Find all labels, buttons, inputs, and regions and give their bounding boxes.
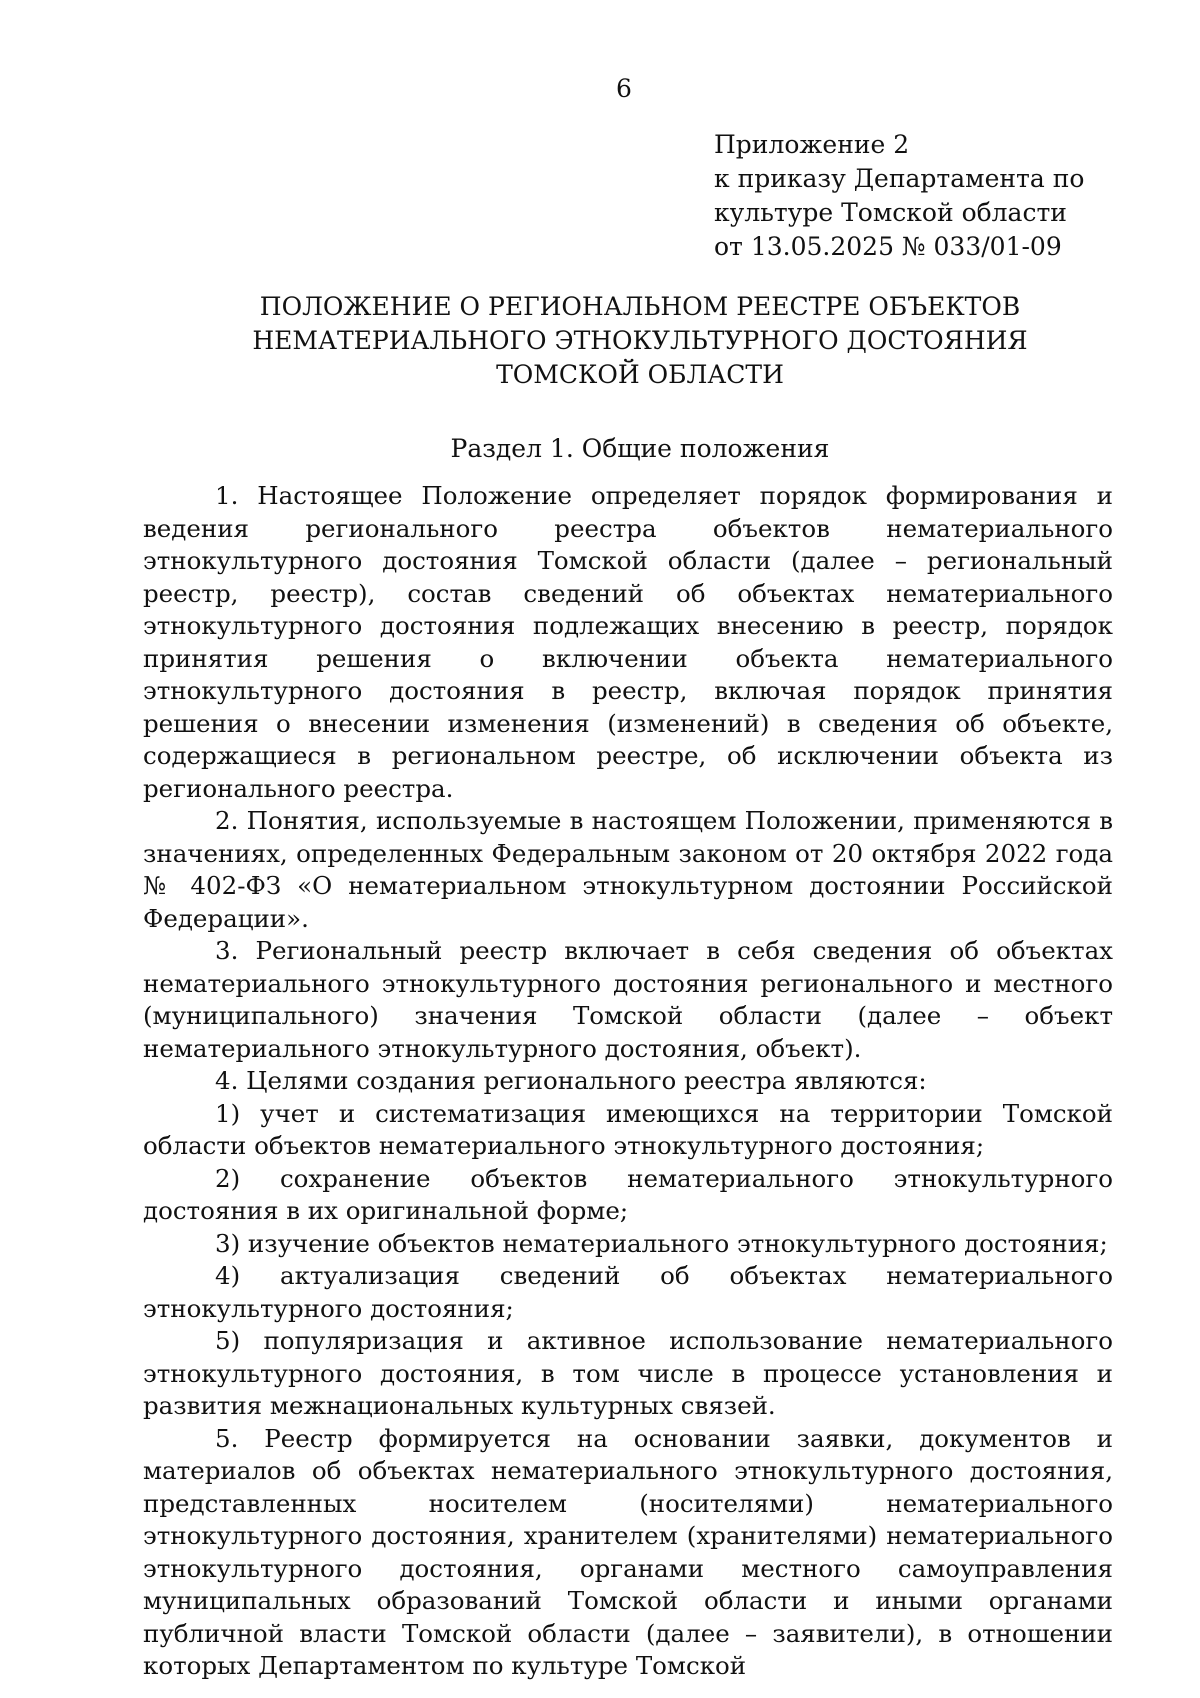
paragraph: 1. Настоящее Положение определяет порядок формирования и ведения регионального реестра объектов нематериального этнокультурного достояния Томской области (далее – региональный реестр, реестр), состав сведений об объектах нематериального этнокультурного достояния подлежащих внесению в реестр, порядок принятия решения о включении объекта нематериального этнокультурного достояния в реестр, включая порядок принятия решения о внесении изменения (изменений) в сведения об объекте, содержащиеся в региональном реестре, об исключении объекта из регионального реестра. (143, 481, 1113, 803)
paragraph: 2. Понятия, используемые в настоящем Положении, применяются в значениях, определенных Федеральным законом от 20 октября 2022 года № 402-ФЗ «О нематериальном этнокультурном достоянии Российской Федерации». (143, 806, 1113, 933)
list-item: 3) изучение объектов нематериального этнокультурного достояния; (215, 1228, 1108, 1258)
title-line: НЕМАТЕРИАЛЬНОГО ЭТНОКУЛЬТУРНОГО ДОСТОЯНИЯ (252, 326, 1028, 355)
document-title (200, 290, 1080, 392)
appendix-block (714, 128, 1154, 264)
appendix-line: культуре Томской области (714, 198, 1067, 227)
appendix-line: от 13.05.2025 № 033/01-09 (714, 232, 1062, 261)
list-item: 2) сохранение объектов нематериального этнокультурного достояния в их оригинальной форме; (143, 1163, 1113, 1225)
paragraph: 3. Региональный реестр включает в себя сведения об объектах нематериального этнокультурного достояния регионального и местного (муниципального) значения Томской области (далее – объект нематериального этнокультурного достояния, объект). (143, 936, 1113, 1063)
document-body (143, 480, 1113, 1683)
list-item: 4) актуализация сведений об объектах нематериального этнокультурного достояния; (143, 1261, 1113, 1323)
appendix-line: Приложение 2 (714, 130, 910, 159)
title-line: ПОЛОЖЕНИЕ О РЕГИОНАЛЬНОМ РЕЕСТРЕ ОБЪЕКТОВ (259, 292, 1021, 321)
page-number: 6 (616, 74, 632, 103)
title-line: ТОМСКОЙ ОБЛАСТИ (496, 360, 784, 389)
paragraph: 4. Целями создания регионального реестра являются: (215, 1066, 927, 1095)
list-item: 1) учет и систематизация имеющихся на территории Томской области объектов нематериального этнокультурного достояния; (143, 1098, 1113, 1160)
section-heading: Раздел 1. Общие положения (450, 434, 830, 463)
appendix-line: к приказу Департамента по (714, 164, 1085, 193)
paragraph: 5. Реестр формируется на основании заявки, документов и материалов об объектах нематериального этнокультурного достояния, представленных носителем (носителями) нематериального этнокультурного достояния, хранителем (хранителями) нематериального этнокультурного достояния, органами местного самоуправления муниципальных образований Томской области и иными органами публичной власти Томской области (далее – заявители), в отношении которых Департаментом по культуре Томской (143, 1423, 1113, 1680)
list-item: 5) популяризация и активное использование нематериального этнокультурного достояния, в том числе в процессе установления и развития межнациональных культурных связей. (143, 1326, 1113, 1420)
